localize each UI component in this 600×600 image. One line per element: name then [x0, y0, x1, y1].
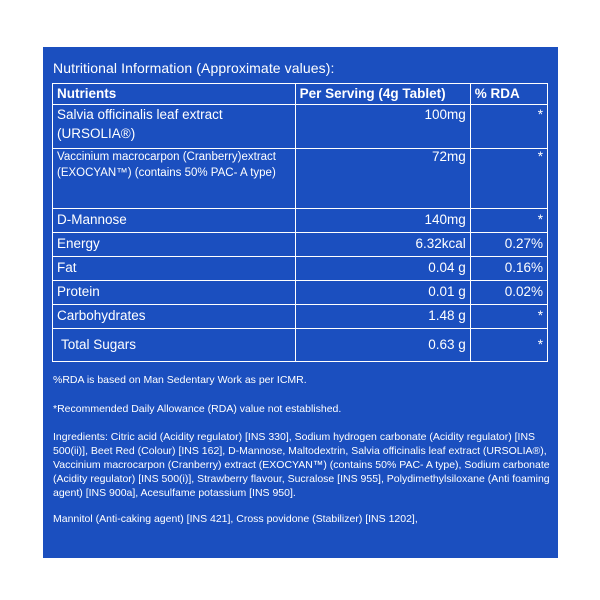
mannitol-text: Mannitol (Anti-caking agent) [INS 421], Cross povidone (Stabilizer) [INS 1202],: [53, 513, 418, 525]
serving-value: 6.32kcal: [295, 233, 470, 257]
table-row: [53, 149, 548, 209]
rda-value: 0.02%: [470, 281, 547, 305]
serving-value: 100mg: [295, 105, 470, 149]
header-nutrients: Nutrients: [53, 84, 296, 105]
header-per-serving: Per Serving (4g Tablet): [295, 84, 470, 105]
ingredients-text: Ingredients: Citric acid (Acidity regulator) [INS 330], Sodium hydrogen carbonate (Acidity regulator) [INS 500(ii)], Beet Red (Colour) [INS 162], D-Mannose, Maltodextrin, Salvia officinalis leaf extract (URSOLIA®), Vaccinium macrocarpon (Cranberry) extract (EXOCYAN™) (contains 50% PAC- A type), Sodium carbonate (Acidity regulator) [INS 500(i)], Strawberry flavour, Sucralose [INS 955], Polydimethylsiloxane (Anti foaming agent) [INS 900a], Acesulfame potassium [INS 950].: [53, 431, 550, 499]
table-row: [53, 105, 548, 149]
rda-value: *: [470, 209, 547, 233]
rda-basis-note: %RDA is based on Man Sedentary Work as per ICMR.: [53, 374, 307, 386]
table-row: [53, 329, 548, 362]
table-row: [53, 281, 548, 305]
nutrition-panel: [43, 47, 558, 558]
nutrient-name: Energy: [53, 233, 296, 257]
header-rda: % RDA: [470, 84, 547, 105]
table-row: [53, 209, 548, 233]
rda-value: *: [470, 305, 547, 329]
serving-value: 1.48 g: [295, 305, 470, 329]
nutrient-name: Vaccinium macrocarpon (Cranberry)extract (EXOCYAN™) (contains 50% PAC- A type): [53, 149, 296, 209]
nutrient-name: D-Mannose: [53, 209, 296, 233]
nutrient-name: Carbohydrates: [53, 305, 296, 329]
rda-value: *: [470, 329, 547, 362]
panel-title: Nutritional Information (Approximate values):: [53, 60, 335, 76]
rda-value: 0.27%: [470, 233, 547, 257]
serving-value: 72mg: [295, 149, 470, 209]
table-header-row: [53, 84, 548, 105]
serving-value: 0.01 g: [295, 281, 470, 305]
rda-value: *: [470, 105, 547, 149]
nutrient-name: Fat: [53, 257, 296, 281]
table-row: [53, 257, 548, 281]
serving-value: 0.04 g: [295, 257, 470, 281]
rda-footnote: *Recommended Daily Allowance (RDA) value not established.: [53, 403, 342, 415]
nutrition-table: [52, 83, 548, 362]
rda-value: 0.16%: [470, 257, 547, 281]
rda-value: *: [470, 149, 547, 209]
table-row: [53, 233, 548, 257]
serving-value: 0.63 g: [295, 329, 470, 362]
nutrient-name: Salvia officinalis leaf extract (URSOLIA®): [53, 105, 296, 149]
table-row: [53, 305, 548, 329]
serving-value: 140mg: [295, 209, 470, 233]
nutrient-name: Total Sugars: [53, 329, 296, 362]
nutrient-name: Protein: [53, 281, 296, 305]
